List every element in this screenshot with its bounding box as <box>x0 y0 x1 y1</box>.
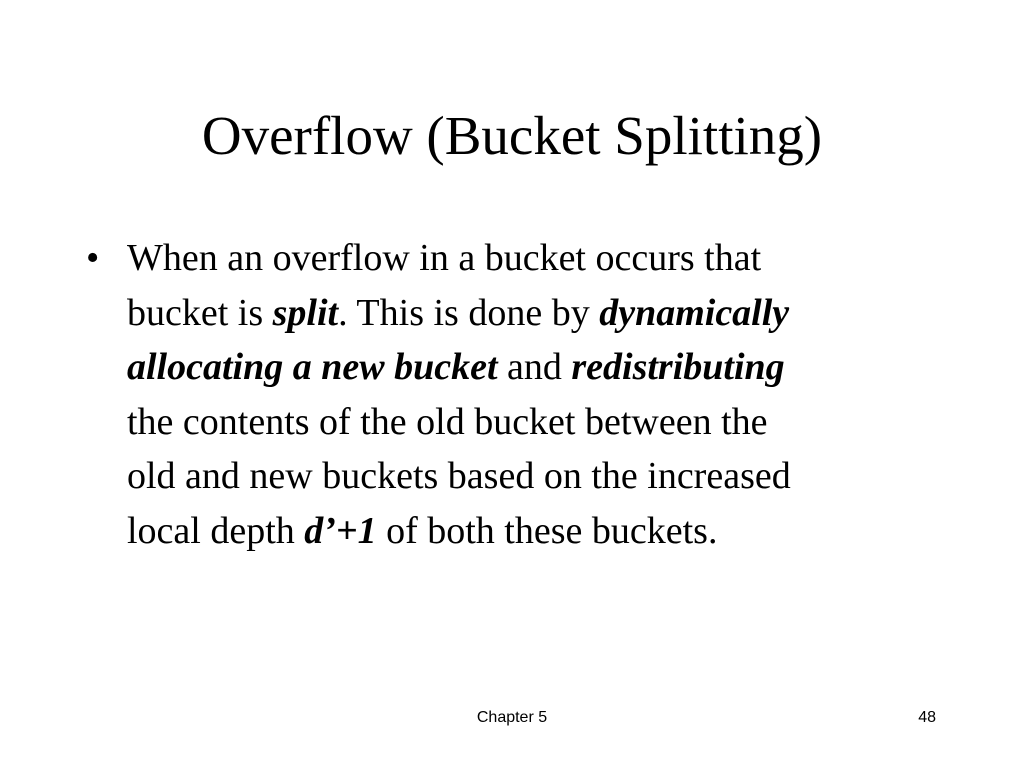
bullet-text: . This is done by <box>338 291 600 334</box>
bullet-text: of both these buckets. <box>376 509 718 552</box>
bullet-text: old and new buckets based on the increased <box>127 455 791 497</box>
bullet-line-4 <box>127 395 962 450</box>
emphasis-redistributing: redistributing <box>571 346 785 388</box>
bullet-text: bucket is <box>127 291 273 334</box>
emphasis-allocating-new-bucket: allocating a new bucket <box>127 346 498 388</box>
bullet-marker: • <box>86 237 100 279</box>
bullet-line-2 <box>127 286 962 341</box>
bullet-line-1 <box>127 231 962 286</box>
emphasis-dynamically: dynamically <box>599 291 790 334</box>
bullet-text: When an overflow in a bucket occurs that <box>127 237 762 279</box>
emphasis-split: split <box>272 291 339 334</box>
bullet-line-3 <box>127 340 962 395</box>
bullet-item <box>82 231 962 558</box>
emphasis-local-depth: d’+1 <box>304 509 377 552</box>
bullet-text: local depth <box>127 509 305 552</box>
bullet-line-6 <box>127 504 962 559</box>
slide-title: Overflow (Bucket Splitting) <box>201 105 823 166</box>
footer-chapter: Chapter 5 <box>476 709 548 726</box>
footer-page-number: 48 <box>918 709 936 726</box>
bullet-text: the contents of the old bucket between the <box>127 400 768 443</box>
bullet-list <box>82 231 962 558</box>
bullet-line-5 <box>127 449 962 504</box>
bullet-text: and <box>497 346 572 388</box>
